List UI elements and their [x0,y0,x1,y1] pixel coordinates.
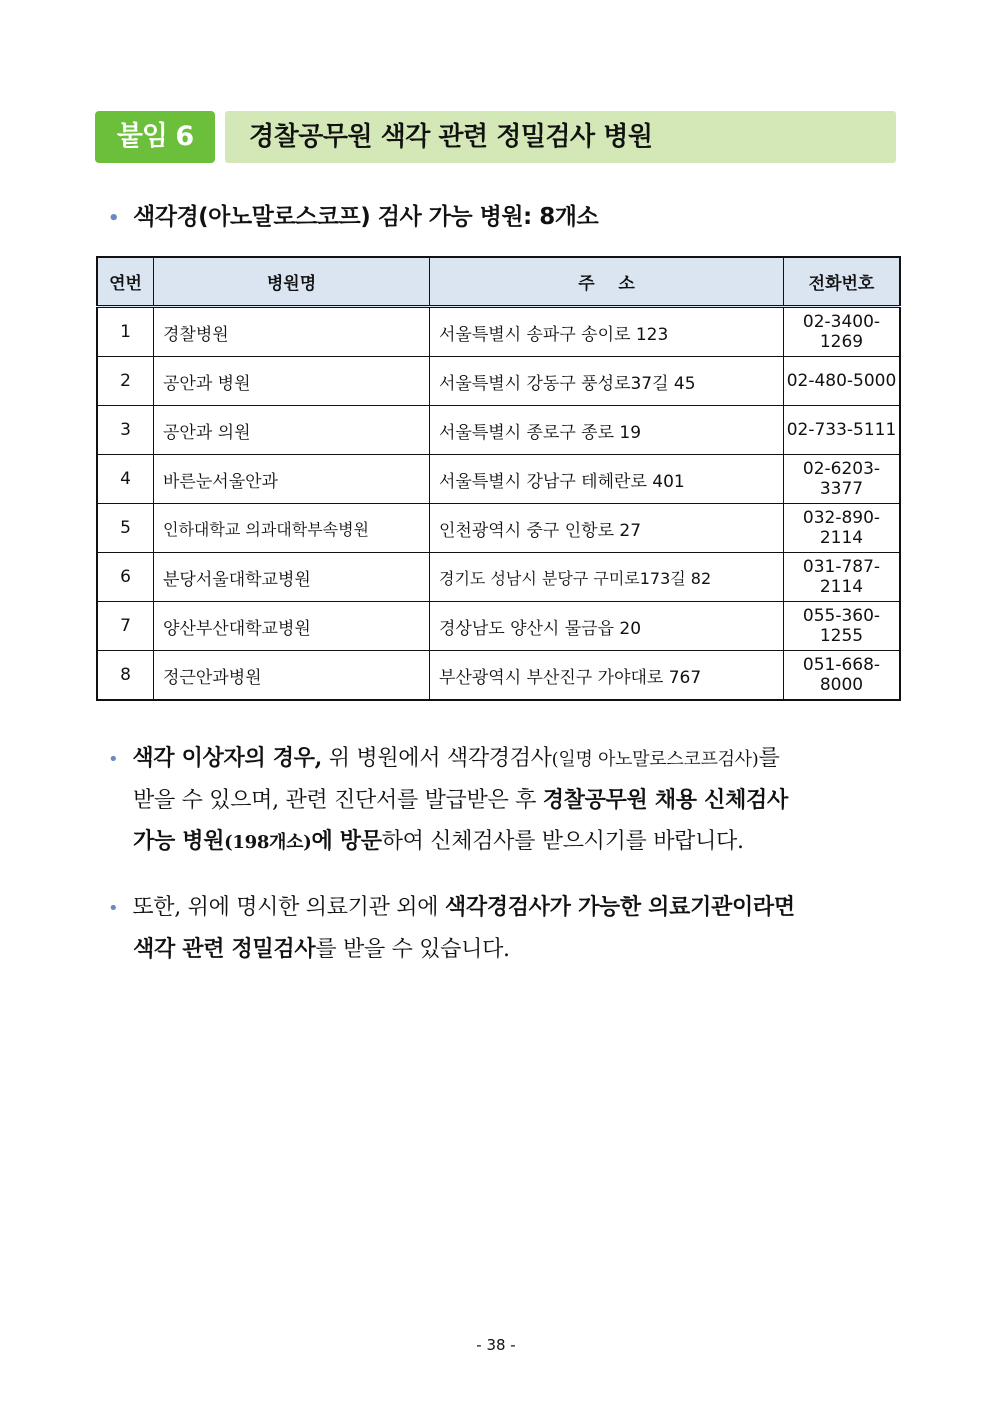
section-title: 경찰공무원 색각 관련 정밀검사 병원 [225,111,896,163]
notice-bold: 색각 이상자의 경우, [132,745,323,771]
notice-text: 위 병원에서 색각경검사 [322,746,552,771]
cell-address: 서울특별시 강남구 테헤란로 401 [430,455,784,504]
section-header [95,111,896,163]
cell-phone: 02-6203-3377 [784,455,901,504]
cell-no: 1 [97,307,154,357]
cell-phone: 02-480-5000 [784,357,901,406]
notice-bold: 경찰공무원 채용 신체검사 [542,787,788,813]
cell-hospital: 경찰병원 [154,307,430,357]
cell-hospital: 정근안과병원 [154,651,430,701]
table-row [97,504,900,553]
table-row [97,357,900,406]
subtitle-text: 색각경(아노말로스코프) 검사 가능 병원: 8개소 [133,204,599,230]
header-no: 연번 [97,257,154,307]
notice-bold: 색각경검사가 가능한 의료기관이라면 [444,894,795,920]
cell-no: 6 [97,553,154,602]
cell-hospital: 양산부산대학교병원 [154,602,430,651]
table-row [97,307,900,357]
table-row [97,553,900,602]
page-number: - 38 - [476,1336,516,1354]
table-row [97,406,900,455]
notice-bold: 가능 병원 [133,828,225,854]
notice-text: 받을 수 있으며, 관련 진단서를 발급받은 후 [133,788,543,813]
header-address: 주 소 [430,257,784,307]
cell-phone: 055-360-1255 [784,602,901,651]
cell-address: 서울특별시 송파구 송이로 123 [430,307,784,357]
cell-phone: 051-668-8000 [784,651,901,701]
cell-no: 4 [97,455,154,504]
hospital-table [96,256,901,701]
table-header-row [97,257,900,307]
table-row [97,602,900,651]
cell-address: 서울특별시 종로구 종로 19 [430,406,784,455]
cell-hospital: 공안과 병원 [154,357,430,406]
notice-aside: (일명 아노말로스코프검사) [551,749,759,770]
bullet-icon: • [108,208,120,229]
table-row [97,455,900,504]
cell-address: 서울특별시 강동구 풍성로37길 45 [430,357,784,406]
table-row [97,651,900,701]
cell-hospital: 공안과 의원 [154,406,430,455]
bullet-icon: • [108,898,119,919]
cell-no: 3 [97,406,154,455]
cell-address: 경기도 성남시 분당구 구미로173길 82 [430,553,784,602]
notice-line [108,738,908,780]
notice-text: 또한, 위에 명시한 의료기관 외에 [132,895,445,920]
notice-bold: 색각 관련 정밀검사 [133,936,316,962]
cell-phone: 032-890-2114 [784,504,901,553]
notice-line [108,821,908,863]
notice-paragraph-2 [108,887,908,970]
cell-no: 8 [97,651,154,701]
notice-text: 를 받을 수 있습니다. [315,937,510,962]
cell-address: 인천광역시 중구 인항로 27 [430,504,784,553]
subtitle [108,198,598,231]
notice-text: 하여 신체검사를 받으시기를 바랍니다. [381,829,744,854]
cell-no: 2 [97,357,154,406]
notice-bold: 에 방문 [311,828,382,854]
notice-paragraph-1 [108,738,908,863]
cell-address: 부산광역시 부산진구 가야대로 767 [430,651,784,701]
cell-phone: 02-3400-1269 [784,307,901,357]
header-hospital: 병원명 [154,257,430,307]
notice-bold: (198개소) [224,832,312,853]
cell-hospital: 분당서울대학교병원 [154,553,430,602]
cell-hospital: 바른눈서울안과 [154,455,430,504]
cell-no: 5 [97,504,154,553]
cell-phone: 031-787-2114 [784,553,901,602]
bullet-icon: • [108,749,119,770]
cell-address: 경상남도 양산시 물금읍 20 [430,602,784,651]
notice-text: 를 [758,746,780,771]
attachment-badge: 붙임 6 [95,111,215,163]
notice-line [108,929,908,970]
cell-hospital: 인하대학교 의과대학부속병원 [154,504,430,553]
notice-line [108,887,908,929]
header-phone: 전화번호 [784,257,901,307]
notice-line [108,780,908,821]
cell-phone: 02-733-5111 [784,406,901,455]
cell-no: 7 [97,602,154,651]
